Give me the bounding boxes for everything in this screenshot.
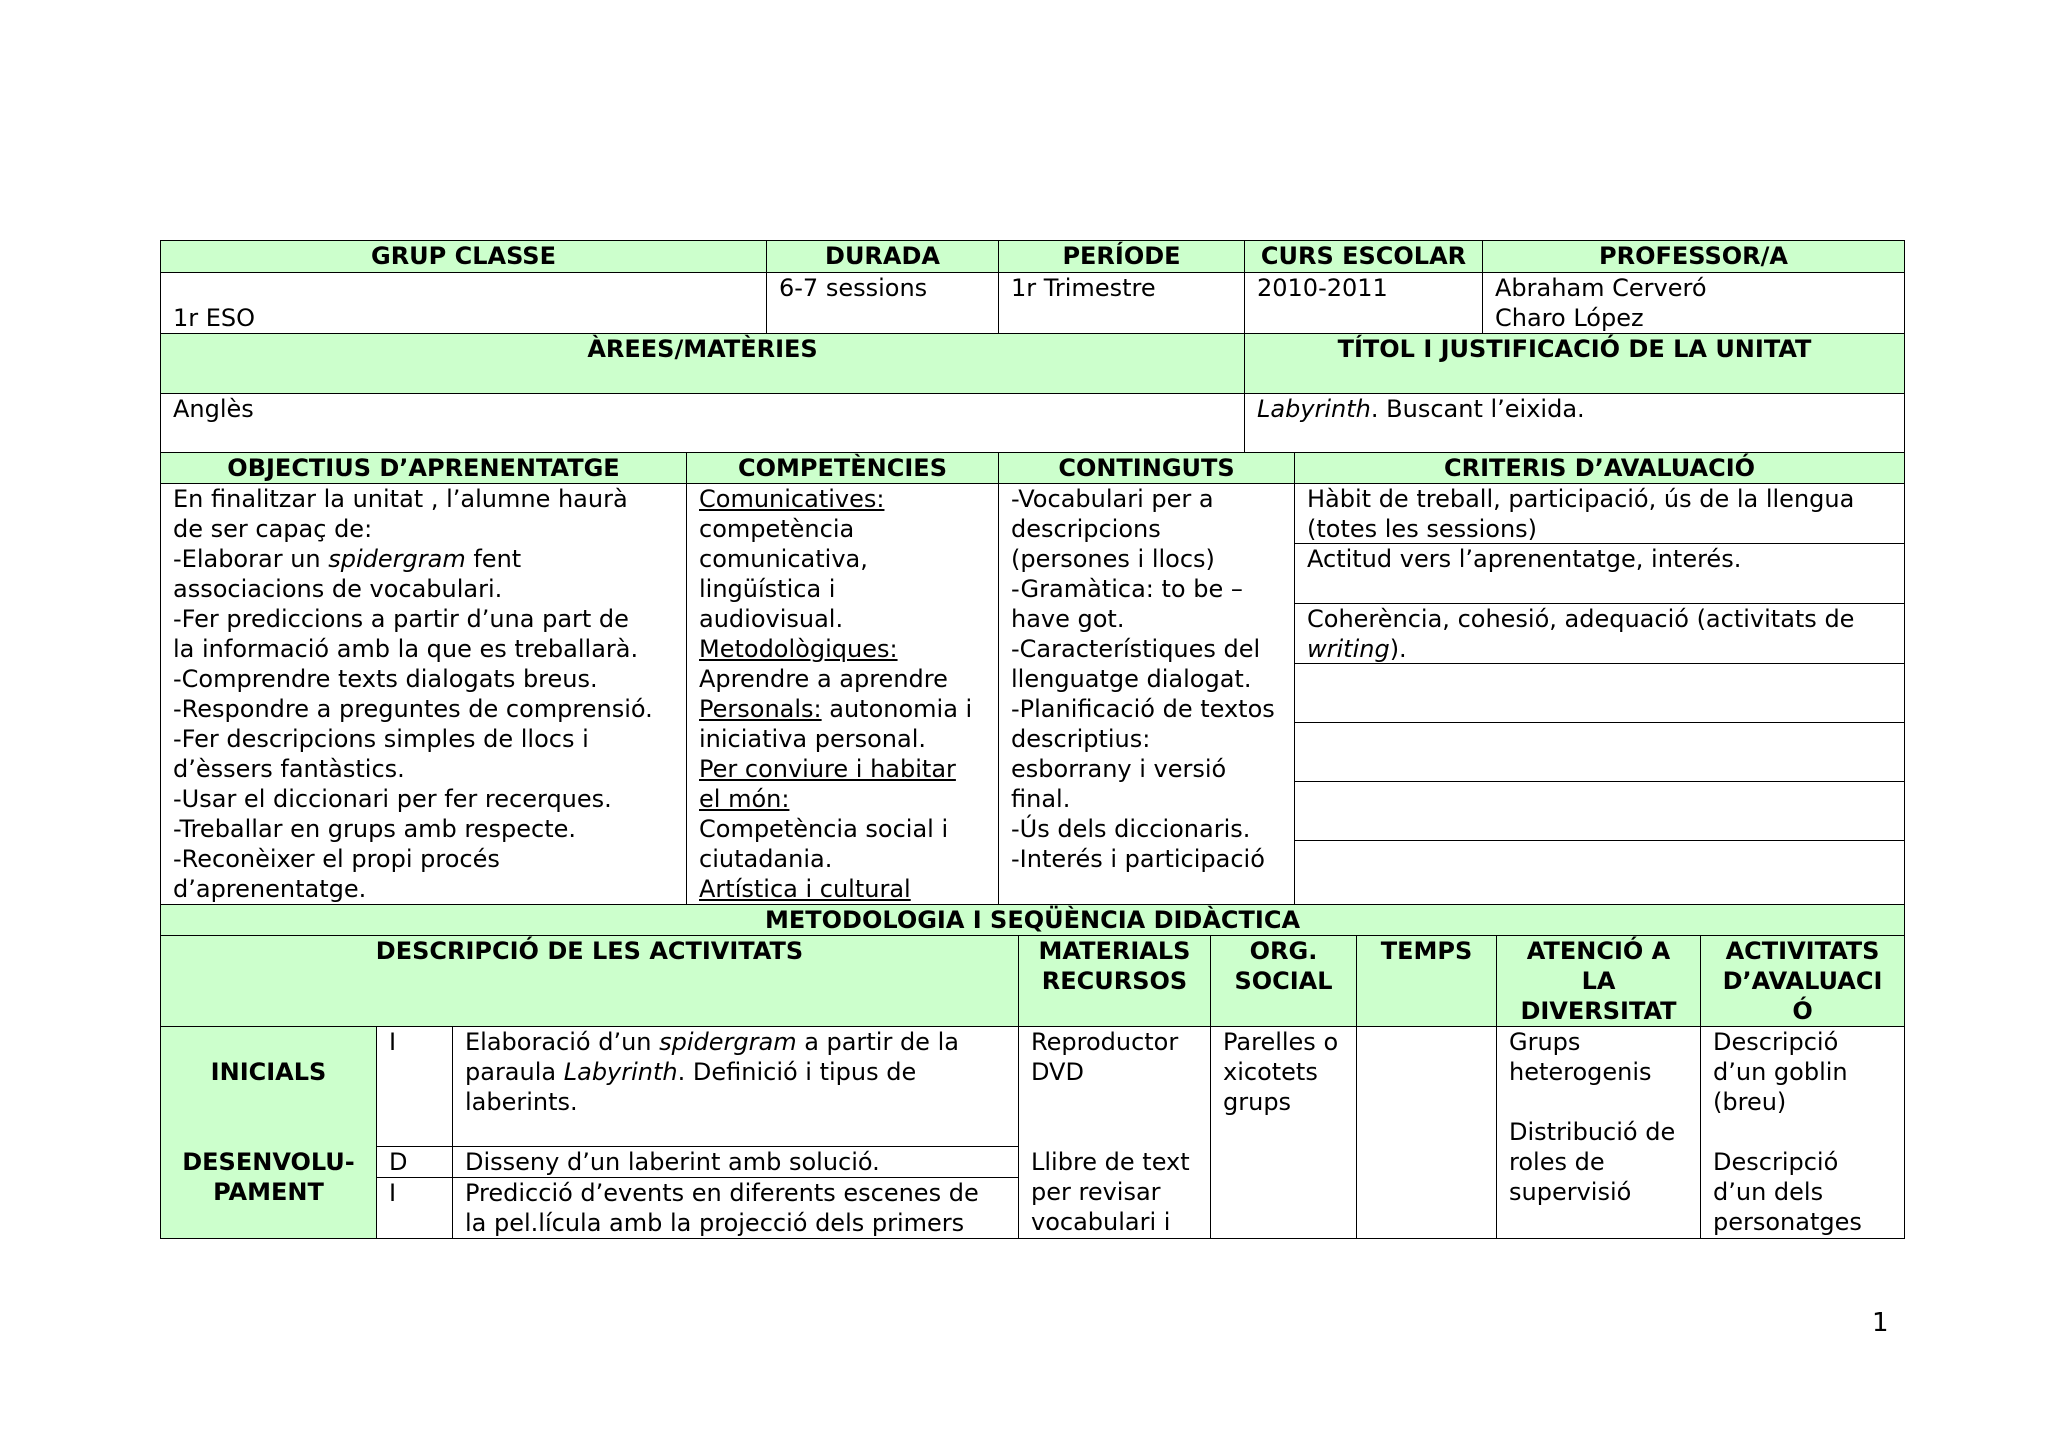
activitats-avaluacio-header — [1701, 936, 1905, 1027]
activity-code: I — [377, 1178, 453, 1239]
org-line: xicotets — [1223, 1058, 1318, 1086]
header-table — [160, 240, 1905, 454]
activity-code: I — [377, 1027, 453, 1147]
competencia-title: Personals: — [699, 695, 822, 723]
activity-line — [465, 1057, 1006, 1087]
avaluacio-line: Descripció — [1713, 1148, 1839, 1176]
activity-description — [453, 1178, 1019, 1239]
objectius-line: -Reconèixer el propi procés — [173, 845, 500, 873]
objectius-line: de ser capaç de: — [173, 515, 373, 543]
activity-text: . Definició i tipus de — [677, 1058, 917, 1086]
activity-line — [465, 1027, 1006, 1057]
activity-italic: spidergram — [659, 1028, 797, 1056]
competencia-title: Artística i cultural — [699, 875, 911, 903]
descripcio-header: DESCRIPCIÓ DE LES ACTIVITATS — [161, 936, 1019, 1027]
materials-line: vocabulari i — [1031, 1208, 1171, 1236]
objectius-line: associacions de vocabulari. — [173, 575, 503, 603]
objectius-line: -Fer descripcions simples de llocs i — [173, 725, 589, 753]
criteris-header: CRITERIS D’AVALUACIÓ — [1295, 453, 1905, 484]
competencies-content — [687, 484, 999, 906]
competencia-title: Comunicatives: — [699, 485, 885, 513]
periode-header: PERÍODE — [999, 241, 1245, 273]
continguts-line: descriptius: — [1011, 725, 1151, 753]
phase-spacer — [173, 1087, 364, 1147]
competencia-title: Metodològiques: — [699, 635, 898, 663]
continguts-line: -Ús dels diccionaris. — [1011, 815, 1251, 843]
org-line: grups — [1223, 1088, 1292, 1116]
continguts-line: -Planificació de textos — [1011, 695, 1275, 723]
professor-name-1: Abraham Cerveró — [1495, 274, 1707, 302]
desenvolupament-label-2: PAMENT — [213, 1178, 324, 1206]
atencio-line: heterogenis — [1509, 1058, 1652, 1086]
objectius-line: d’èssers fantàstics. — [173, 755, 405, 783]
atencio-line: supervisió — [1509, 1178, 1632, 1206]
atencio-header — [1497, 936, 1701, 1027]
professor-name-2: Charo López — [1495, 304, 1644, 332]
criteri-italic: writing — [1307, 635, 1390, 663]
phase-label-cell — [161, 1027, 377, 1239]
page-number: 1 — [1872, 1308, 1889, 1338]
objectius-header: OBJECTIUS D’APRENENTATGE — [161, 453, 687, 484]
objectius-line: -Fer prediccions a partir d’una part de — [173, 605, 629, 633]
criteri-row — [1295, 604, 1904, 664]
titol-italic: Labyrinth — [1257, 395, 1371, 423]
avaluacio-cell — [1701, 1027, 1905, 1239]
continguts-header: CONTINGUTS — [999, 453, 1295, 484]
materials-line: per revisar — [1031, 1178, 1161, 1206]
methodology-table — [160, 904, 1905, 1239]
objectius-italic: spidergram — [328, 545, 466, 573]
criteri-line: Actitud vers l’aprenentatge, interés. — [1307, 545, 1742, 573]
activ-header-line: ACTIVITATS — [1725, 937, 1880, 965]
metodologia-header: METODOLOGIA I SEQÜÈNCIA DIDÀCTICA — [161, 905, 1905, 936]
objectius-content — [161, 484, 687, 906]
durada-header: DURADA — [767, 241, 999, 273]
objectius-line: En finalitzar la unitat , l’alumne haurà — [173, 485, 628, 513]
curs-escolar-value: 2010-2011 — [1245, 273, 1483, 334]
competencia-line — [699, 694, 986, 724]
avaluacio-line: Descripció — [1713, 1028, 1839, 1056]
materials-line: DVD — [1031, 1058, 1084, 1086]
objectius-line: la informació amb la que es treballarà. — [173, 635, 639, 663]
criteri-empty-row — [1295, 723, 1904, 782]
materials-line: Llibre de text — [1031, 1148, 1190, 1176]
criteri-line: (totes les sessions) — [1307, 515, 1538, 543]
activity-italic: Labyrinth — [563, 1058, 678, 1086]
criteris-content — [1295, 484, 1905, 906]
continguts-line: (persones i llocs) — [1011, 545, 1215, 573]
periode-value: 1r Trimestre — [999, 273, 1245, 334]
criteri-line: Coherència, cohesió, adequació (activitats de — [1307, 605, 1855, 633]
competencia-title: el món: — [699, 785, 790, 813]
avaluacio-line: (breu) — [1713, 1088, 1787, 1116]
objectius-line: d’aprenentatge. — [173, 875, 367, 903]
continguts-line: descripcions — [1011, 515, 1161, 543]
criteri-text: ). — [1389, 635, 1407, 663]
criteri-empty-row — [1295, 664, 1904, 723]
activity-text: Elaboració d’un — [465, 1028, 660, 1056]
competencies-header: COMPETÈNCIES — [687, 453, 999, 484]
activ-header-line: D’AVALUACI — [1722, 967, 1883, 995]
competencia-line: lingüística i — [699, 575, 836, 603]
objectius-line: -Usar el diccionari per fer recerques. — [173, 785, 612, 813]
curs-escolar-header: CURS ESCOLAR — [1245, 241, 1483, 273]
objectius-line: -Treballar en grups amb respecte. — [173, 815, 577, 843]
materials-spacer — [1031, 1087, 1198, 1147]
avaluacio-line: personatges — [1713, 1208, 1862, 1236]
org-social-header — [1211, 936, 1357, 1027]
criteri-row — [1295, 484, 1904, 544]
temps-cell — [1357, 1027, 1497, 1239]
arees-materies-header: ÀREES/MATÈRIES — [161, 334, 1245, 394]
competencia-line: iniciativa personal. — [699, 725, 927, 753]
activity-text: a partir de la — [796, 1028, 959, 1056]
avaluacio-spacer — [1713, 1117, 1892, 1147]
continguts-line: llenguatge dialogat. — [1011, 665, 1252, 693]
atencio-header-line: LA — [1581, 967, 1616, 995]
criteri-line: Hàbit de treball, participació, ús de la llengua — [1307, 485, 1855, 513]
criteri-line — [1307, 634, 1892, 664]
materials-header — [1019, 936, 1211, 1027]
inicials-label: INICIALS — [210, 1058, 327, 1086]
continguts-line: -Gramàtica: to be – — [1011, 575, 1243, 603]
arees-materies-value: Anglès — [161, 394, 1245, 454]
criteri-empty-row — [1295, 782, 1904, 841]
atencio-line: roles de — [1509, 1148, 1605, 1176]
atencio-cell — [1497, 1027, 1701, 1239]
objectius-text: fent — [465, 545, 522, 573]
titol-header: TÍTOL I JUSTIFICACIÓ DE LA UNITAT — [1245, 334, 1905, 394]
activity-description — [453, 1027, 1019, 1147]
competencia-title: Per conviure i habitar — [699, 755, 956, 783]
avaluacio-line: d’un dels — [1713, 1178, 1824, 1206]
org-social-cell — [1211, 1027, 1357, 1239]
atencio-line: Grups — [1509, 1028, 1581, 1056]
criteri-row — [1295, 544, 1904, 604]
temps-header: TEMPS — [1357, 936, 1497, 1027]
continguts-line: have got. — [1011, 605, 1125, 633]
activity-code: D — [377, 1147, 453, 1178]
atencio-spacer — [1509, 1087, 1688, 1117]
competencia-line: audiovisual. — [699, 605, 844, 633]
atencio-header-line: DIVERSITAT — [1520, 997, 1677, 1025]
objectius-line: -Comprendre texts dialogats breus. — [173, 665, 598, 693]
titol-rest: . Buscant l’eixida. — [1370, 395, 1585, 423]
professor-header: PROFESSOR/A — [1483, 241, 1905, 273]
atencio-line: Distribució de — [1509, 1118, 1676, 1146]
activity-text: paraula — [465, 1058, 564, 1086]
competencia-line: competència — [699, 515, 855, 543]
objectives-table — [160, 452, 1905, 906]
activity-description: Disseny d’un laberint amb solució. — [453, 1147, 1019, 1178]
competencia-text: autonomia i — [821, 695, 973, 723]
activity-line: laberints. — [465, 1088, 578, 1116]
continguts-content — [999, 484, 1295, 906]
activity-line: Predicció d’events en diferents escenes de — [465, 1179, 979, 1207]
competencia-line: comunicativa, — [699, 545, 868, 573]
professor-value — [1483, 273, 1905, 334]
materials-line: Reproductor — [1031, 1028, 1179, 1056]
continguts-line: esborrany i versió — [1011, 755, 1227, 783]
objectius-line: -Respondre a preguntes de comprensió. — [173, 695, 653, 723]
continguts-line: -Vocabulari per a — [1011, 485, 1214, 513]
continguts-line: -Característiques del — [1011, 635, 1261, 663]
activ-header-line: Ó — [1792, 997, 1813, 1025]
activity-line: la pel.lícula amb la projecció dels primers — [465, 1209, 965, 1237]
objectius-text: -Elaborar un — [173, 545, 329, 573]
materials-header-line: MATERIALS — [1038, 937, 1191, 965]
atencio-header-line: ATENCIÓ A — [1526, 937, 1671, 965]
competencia-line: ciutadania. — [699, 845, 833, 873]
org-header-line: SOCIAL — [1234, 967, 1333, 995]
desenvolupament-label-1: DESENVOLU- — [182, 1148, 355, 1176]
avaluacio-line: d’un goblin — [1713, 1058, 1848, 1086]
grup-classe-value: 1r ESO — [161, 273, 767, 334]
materials-header-line: RECURSOS — [1041, 967, 1188, 995]
org-header-line: ORG. — [1249, 937, 1318, 965]
competencia-line: Competència social i — [699, 815, 949, 843]
criteri-empty-row — [1295, 841, 1904, 900]
competencia-line: Aprendre a aprendre — [699, 665, 948, 693]
grup-classe-header: GRUP CLASSE — [161, 241, 767, 273]
org-line: Parelles o — [1223, 1028, 1339, 1056]
durada-value: 6-7 sessions — [767, 273, 999, 334]
materials-cell — [1019, 1027, 1211, 1239]
objectius-line — [173, 544, 674, 574]
continguts-line: final. — [1011, 785, 1071, 813]
continguts-line: -Interés i participació — [1011, 845, 1265, 873]
titol-value — [1245, 394, 1905, 454]
